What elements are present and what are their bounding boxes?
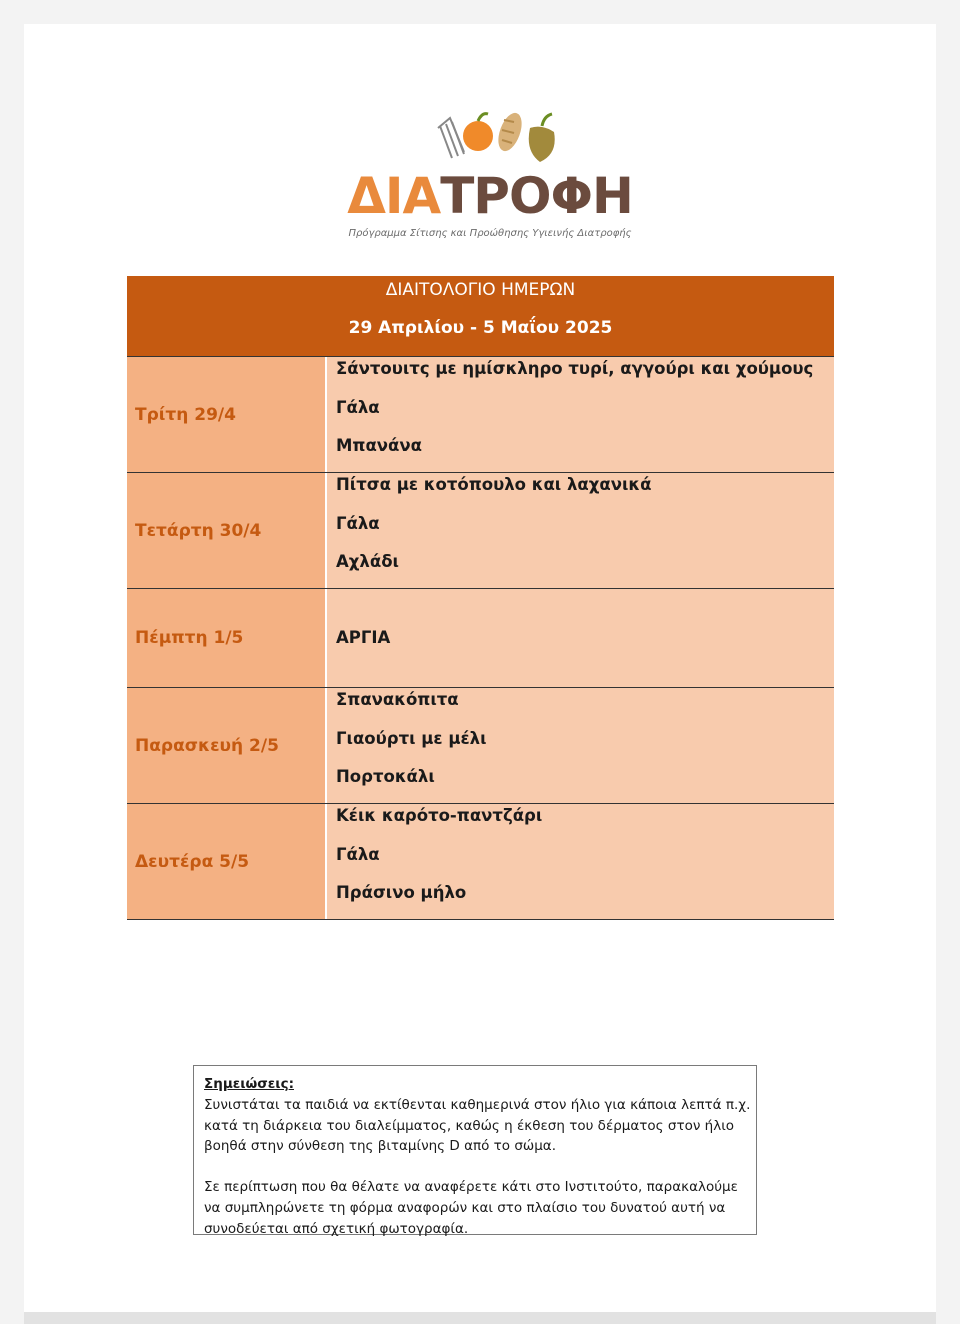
logo-subtitle: Πρόγραμμα Σίτισης και Προώθησης Υγιεινής Διατροφής <box>348 228 632 239</box>
notes-line: Σε περίπτωση που θα θέλατε να αναφέρετε κάτι στο Ινστιτούτο, παρακαλούμε <box>204 1179 738 1196</box>
items-cell <box>327 589 834 687</box>
notes-line: να συμπληρώνετε τη φόρμα αναφορών και στο πλαίσιο του δυνατού αυτή να <box>204 1199 726 1216</box>
menu-item: Γάλα <box>336 513 380 533</box>
food-icons-logo <box>430 106 570 168</box>
menu-item: Πράσινο μήλο <box>336 883 467 902</box>
menu-header <box>127 276 834 357</box>
menu-table <box>127 276 834 920</box>
items-cell <box>327 688 834 803</box>
menu-title: ΔΙΑΙΤΟΛΟΓΙΟ ΗΜΕΡΩΝ <box>385 280 576 300</box>
menu-item: Μπανάνα <box>336 436 422 455</box>
logo-wordmark <box>340 166 640 226</box>
menu-item: ΑΡΓΙΑ <box>336 628 391 647</box>
menu-item: Πορτοκάλι <box>336 767 435 786</box>
items-cell <box>327 357 834 472</box>
menu-item: Γάλα <box>336 844 380 864</box>
menu-row <box>127 804 834 920</box>
notes-line: βοηθά στην σύνθεση της βιταμίνης D από το σώμα. <box>204 1138 556 1155</box>
day-cell: Τρίτη 29/4 <box>127 357 327 472</box>
logo-word-orange: ΔΙΑ <box>347 167 441 225</box>
menu-dates: 29 Απριλίου - 5 Μαΐου 2025 <box>348 318 613 338</box>
menu-item: Σάντουιτς με ημίσκληρο τυρί, αγγούρι και χούμους <box>336 359 814 378</box>
day-cell: Πέμπτη 1/5 <box>127 589 327 687</box>
menu-row <box>127 357 834 473</box>
items-cell <box>327 804 834 919</box>
day-cell: Παρασκευή 2/5 <box>127 688 327 803</box>
logo-word-dark: ΤΡΟΦΗ <box>440 167 633 225</box>
menu-row <box>127 589 834 688</box>
notes-box <box>193 1065 757 1235</box>
notes-line: συνοδεύεται από σχετική φωτογραφία. <box>204 1220 469 1237</box>
notes-line: κατά τη διάρκεια του διαλείμματος, καθώς η έκθεση του δέρματος στον ήλιο <box>204 1117 735 1134</box>
notes-title: Σημειώσεις <box>204 1076 289 1092</box>
menu-row <box>127 688 834 804</box>
diatrofi-logo <box>340 86 660 256</box>
notes-title-colon: : <box>288 1076 294 1092</box>
menu-item: Αχλάδι <box>336 552 399 571</box>
items-cell <box>327 473 834 588</box>
menu-item: Πίτσα με κοτόπουλο και λαχανικά <box>336 475 652 494</box>
menu-item: Σπανακόπιτα <box>336 690 459 709</box>
menu-row <box>127 473 834 589</box>
notes-spacer <box>204 1157 756 1177</box>
day-cell: Τετάρτη 30/4 <box>127 473 327 588</box>
menu-item: Γάλα <box>336 397 380 417</box>
page-bottom-edge <box>24 1312 936 1324</box>
day-cell: Δευτέρα 5/5 <box>127 804 327 919</box>
notes-line: Συνιστάται τα παιδιά να εκτίθενται καθημερινά στον ήλιο για κάποια λεπτά π.χ. <box>204 1096 751 1113</box>
document-page <box>24 24 936 1312</box>
menu-item: Γιαούρτι με μέλι <box>336 728 487 748</box>
menu-item: Κέικ καρότο-παντζάρι <box>336 806 543 825</box>
